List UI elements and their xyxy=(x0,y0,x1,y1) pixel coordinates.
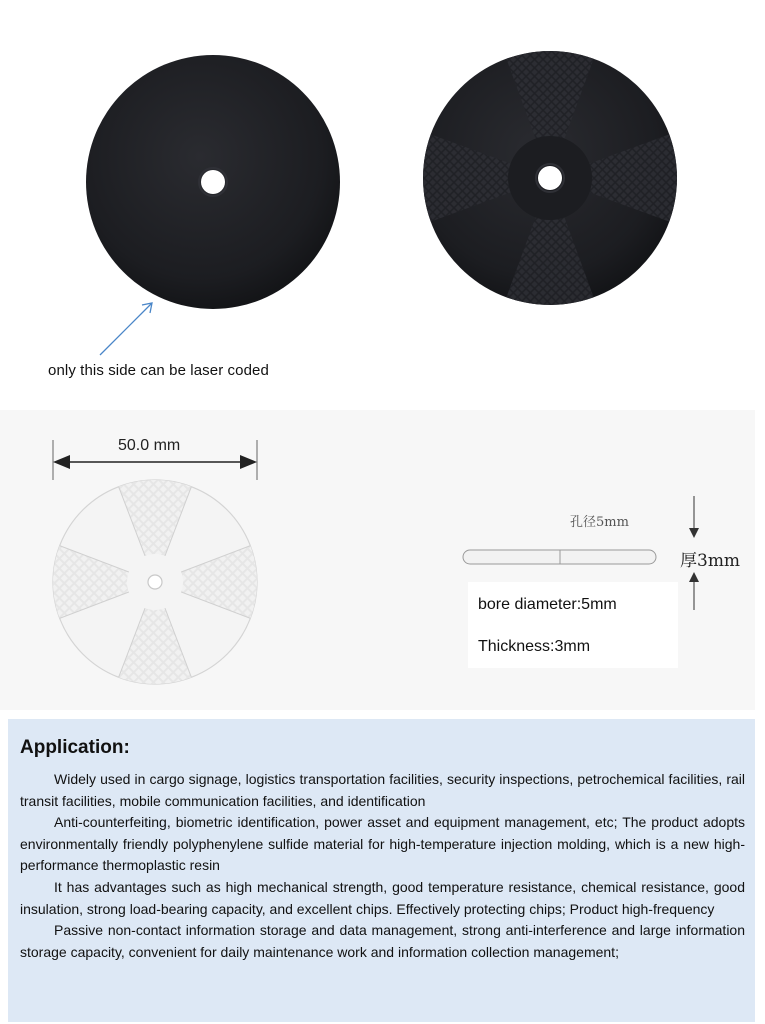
technical-drawing xyxy=(0,410,755,710)
application-paragraph: Anti-counterfeiting, biometric identification, power asset and equipment management, etc; The product adopts environmentally friendly polyphenylene sulfide material for high-temperature injection molding, which is a new high-performance thermoplastic resin xyxy=(20,814,745,874)
photo-canvas xyxy=(0,0,765,400)
disc-drawing xyxy=(51,478,259,686)
spec-box xyxy=(468,582,678,668)
laser-code-caption: only this side can be laser coded xyxy=(48,362,269,379)
product-photos xyxy=(0,0,765,400)
thickness-spec: Thickness:3mm xyxy=(478,638,591,655)
application-paragraph: It has advantages such as high mechanical strength, good temperature resistance, chemical resistance, good insulation, strong load-bearing capacity, and excellent chips. Effectively protecting chips; Product high-frequency xyxy=(20,878,745,917)
application-title: Application: xyxy=(20,737,130,758)
disc-back-photo xyxy=(419,47,681,309)
disc-front-photo xyxy=(86,55,340,309)
diameter-label: 50.0 mm xyxy=(118,437,181,454)
bore-diameter-spec: bore diameter:5mm xyxy=(478,596,617,613)
pointer-arrow-icon xyxy=(100,303,152,355)
application-body xyxy=(20,769,745,963)
application-section xyxy=(8,719,755,1022)
disc-side-profile xyxy=(463,550,656,564)
application-paragraph: Widely used in cargo signage, logistics transportation facilities, security inspections, petrochemical facilities, rail transit facilities, mobile communication facilities, and identification xyxy=(20,771,745,809)
thickness-label-cn: 厚3mm xyxy=(680,551,741,571)
application-paragraph: Passive non-contact information storage and data management, strong anti-interference and large information storage capacity, convenient for daily maintenance work and information collection management; xyxy=(20,922,745,960)
bore-label-cn: 孔径5mm xyxy=(570,515,629,530)
